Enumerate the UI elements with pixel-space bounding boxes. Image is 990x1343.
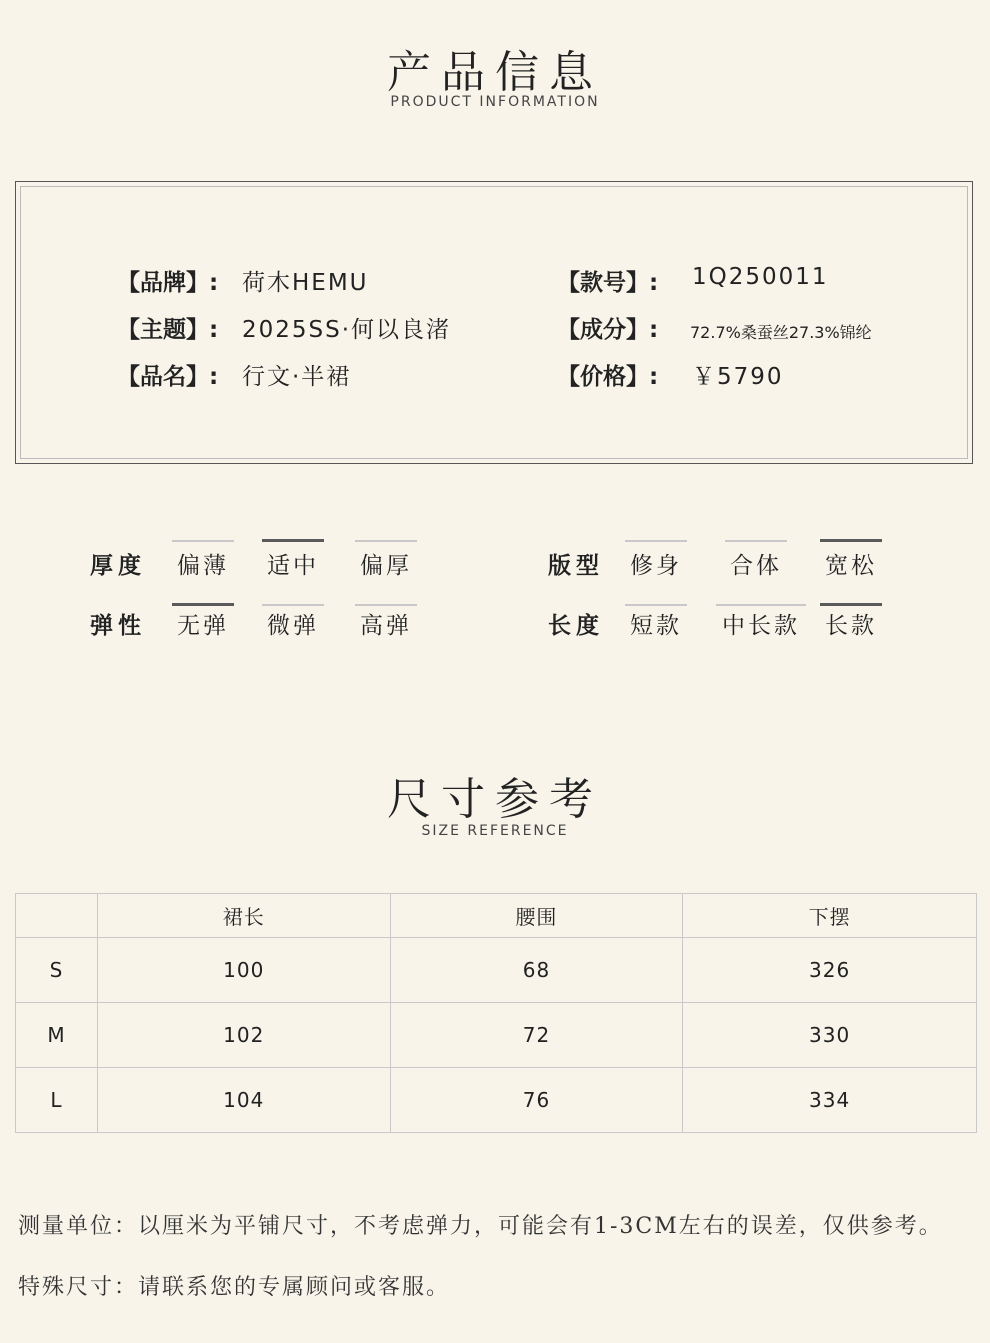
price-value: ￥5790 [692, 364, 784, 390]
thickness-option-3: 偏厚 [360, 553, 412, 579]
length-option-1: 短款 [630, 613, 682, 639]
fit-option-3-bar [820, 539, 882, 542]
size-header-hem: 下摆 [683, 894, 977, 938]
size-cell: M [16, 1003, 98, 1068]
size-cell: L [16, 1068, 98, 1133]
length-option-3-bar [820, 603, 882, 606]
size-header-blank [16, 894, 98, 938]
size-cell: 326 [683, 938, 977, 1003]
product-name-label: 【品名】: [117, 364, 219, 390]
size-cell: S [16, 938, 98, 1003]
brand-label: 【品牌】: [117, 270, 219, 296]
size-cell: 334 [683, 1068, 977, 1133]
thickness-option-1-bar [172, 540, 234, 542]
table-row [16, 1003, 977, 1068]
fit-option-3: 宽松 [825, 553, 877, 579]
product-name-value: 行文·半裙 [242, 364, 352, 390]
thickness-option-3-bar [355, 540, 417, 542]
elasticity-option-2-bar [262, 604, 324, 606]
product-info-title: 产品信息 [387, 47, 603, 98]
size-reference-title: 尺寸参考 [387, 774, 603, 825]
thickness-label: 厚度 [90, 553, 146, 579]
theme-value: 2025SS·何以良渚 [242, 317, 452, 343]
measurement-note: 测量单位：以厘米为平铺尺寸，不考虑弹力，可能会有1-3CM左右的误差，仅供参考。 [18, 1214, 943, 1239]
size-header-skirt-length: 裙长 [97, 894, 390, 938]
length-option-1-bar [625, 604, 687, 606]
theme-label: 【主题】: [117, 317, 219, 343]
product-info-subtitle: PRODUCT INFORMATION [390, 94, 600, 110]
elasticity-option-1-bar [172, 603, 234, 606]
fit-option-1-bar [625, 540, 687, 542]
style-number-value: 1Q250011 [692, 264, 829, 290]
table-row [16, 1068, 977, 1133]
length-option-2: 中长款 [722, 613, 800, 639]
size-header-waist: 腰围 [390, 894, 683, 938]
elasticity-option-3-bar [355, 604, 417, 606]
size-cell: 330 [683, 1003, 977, 1068]
table-row [16, 938, 977, 1003]
fit-option-2: 合体 [730, 553, 782, 579]
composition-label: 【成分】: [557, 317, 659, 343]
fit-option-2-bar [725, 540, 787, 542]
composition-value: 72.7%桑蚕丝27.3%锦纶 [690, 323, 872, 342]
fit-label: 版型 [548, 553, 604, 579]
special-size-note: 特殊尺寸：请联系您的专属顾问或客服。 [18, 1275, 451, 1300]
style-number-label: 【款号】: [557, 270, 659, 296]
size-table-header [16, 894, 977, 938]
thickness-option-2: 适中 [267, 553, 319, 579]
length-label: 长度 [548, 613, 604, 639]
length-option-2-bar [716, 604, 806, 606]
thickness-option-2-bar [262, 539, 324, 542]
size-cell: 72 [390, 1003, 683, 1068]
thickness-option-1: 偏薄 [177, 553, 229, 579]
size-cell: 102 [97, 1003, 390, 1068]
size-reference-subtitle: SIZE REFERENCE [421, 823, 569, 839]
elasticity-option-1: 无弹 [177, 613, 229, 639]
brand-value: 荷木HEMU [242, 270, 369, 296]
size-cell: 76 [390, 1068, 683, 1133]
length-option-3: 长款 [825, 613, 877, 639]
fit-option-1: 修身 [630, 553, 682, 579]
size-table [15, 893, 977, 1133]
elasticity-option-3: 高弹 [360, 613, 412, 639]
elasticity-label: 弹性 [90, 613, 146, 639]
size-cell: 68 [390, 938, 683, 1003]
size-cell: 100 [97, 938, 390, 1003]
elasticity-option-2: 微弹 [267, 613, 319, 639]
price-label: 【价格】: [557, 364, 659, 390]
size-cell: 104 [97, 1068, 390, 1133]
